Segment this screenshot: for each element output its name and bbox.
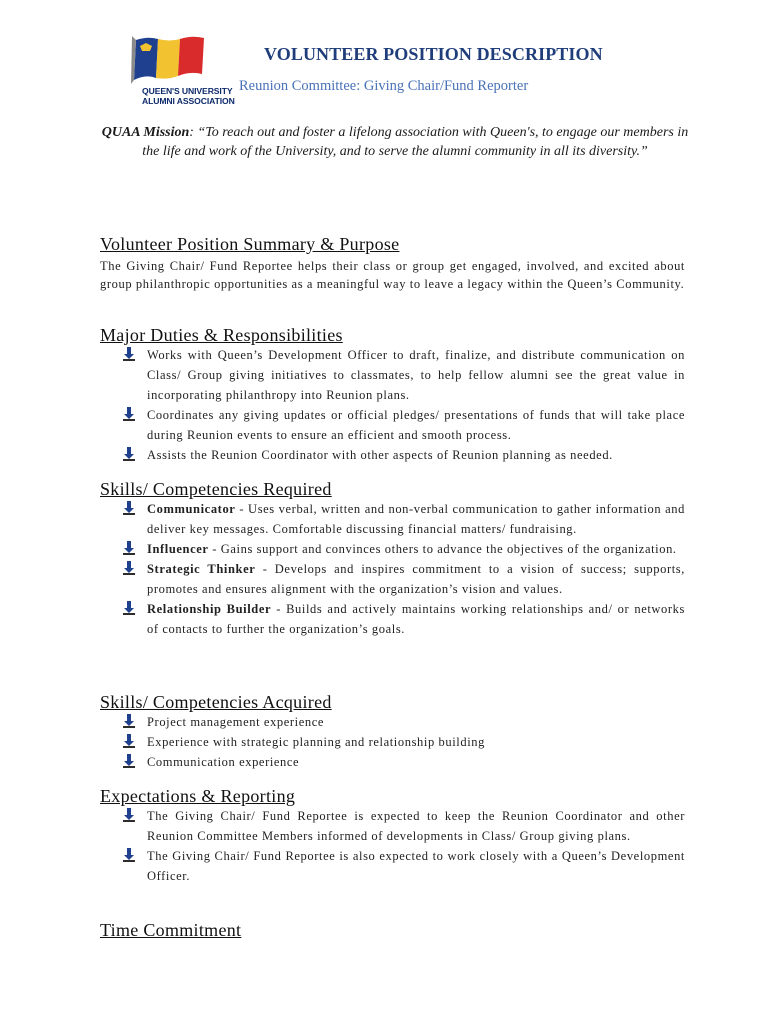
page-title: VOLUNTEER POSITION DESCRIPTION [264,44,603,64]
mission-statement [100,123,690,161]
skill-text: - Uses verbal, written and non-verbal communication to gather information and deliver key messages. Comfortable discussing financial matters/ fundraising. [147,502,685,536]
expectations-heading: Expectations & Reporting [100,786,296,806]
duties-heading: Major Duties & Responsibilities [100,325,343,345]
qua-logo [128,34,238,110]
list-item [100,445,685,465]
skill-term: Relationship Builder [147,602,272,616]
skills-acquired-heading: Skills/ Competencies Acquired [100,692,332,712]
acquired-text: Experience with strategic planning and relationship building [147,735,486,749]
arrow-bullet-icon [122,501,136,515]
time-heading: Time Commitment [100,920,242,940]
skill-term: Communicator [147,502,236,516]
duty-text: Works with Queen’s Development Officer to draft, finalize, and distribute communication on Class/ Group giving initiatives to classmates, to help fellow alumni see the great value in incorporating philanthropy into Reunion plans. [147,348,685,402]
expectation-text: The Giving Chair/ Fund Reportee is also expected to work closely with a Queen’s Development Officer. [147,849,685,883]
arrow-bullet-icon [122,407,136,421]
list-item [100,806,685,846]
list-item [100,405,685,445]
arrow-bullet-icon [122,447,136,461]
acquired-text: Project management experience [147,715,325,729]
duties-section [100,324,685,465]
skill-text: - Builds and actively maintains working relationships and/ or networks of contacts to further the organization’s goals. [147,602,685,636]
logo-text-line1: QUEEN'S UNIVERSITY [142,86,233,96]
summary-text: The Giving Chair/ Fund Reportee helps their class or group get engaged, involved, and excited about group philanthropic opportunities as a meaningful way to leave a legacy within the Queen’s Community. [100,259,685,291]
arrow-bullet-icon [122,848,136,862]
list-item [100,846,685,886]
page-subtitle: Reunion Committee: Giving Chair/Fund Reporter [239,78,529,94]
duty-text: Assists the Reunion Coordinator with other aspects of Reunion planning as needed. [147,448,613,462]
arrow-bullet-icon [122,561,136,575]
arrow-bullet-icon [122,734,136,748]
mission-label: QUAA Mission [101,125,190,140]
arrow-bullet-icon [122,754,136,768]
skill-term: Influencer [147,542,209,556]
list-item [100,752,685,772]
time-section [100,919,685,941]
mission-text: : “To reach out and foster a lifelong association with Queen's, to engage our members in the life and work of the University, and to serve the alumni community in all its diversity.” [142,125,689,159]
summary-section [100,233,685,293]
skills-acquired-section [100,691,685,772]
list-item [100,539,685,559]
arrow-bullet-icon [122,541,136,555]
list-item [100,599,685,639]
skills-required-heading: Skills/ Competencies Required [100,479,332,499]
arrow-bullet-icon [122,601,136,615]
list-item [100,712,685,732]
expectation-text: The Giving Chair/ Fund Reportee is expected to keep the Reunion Coordinator and other Reunion Committee Members informed of developments in Class/ Group giving plans. [147,809,685,843]
list-item [100,559,685,599]
skill-text: - Gains support and convinces others to advance the objectives of the organization. [208,542,677,556]
skill-text: - Develops and inspires commitment to a vision of success; supports, promotes and ensures alignment with the organization’s vision and values. [147,562,685,596]
expectations-section [100,785,685,886]
logo-text-line2: ALUMNI ASSOCIATION [142,96,235,106]
list-item [100,732,685,752]
list-item [100,499,685,539]
arrow-bullet-icon [122,347,136,361]
skill-term: Strategic Thinker [147,562,256,576]
acquired-text: Communication experience [147,755,300,769]
list-item [100,345,685,405]
arrow-bullet-icon [122,714,136,728]
duty-text: Coordinates any giving updates or official pledges/ presentations of funds that will take place during Reunion events to ensure an efficient and smooth process. [147,408,685,442]
arrow-bullet-icon [122,808,136,822]
skills-required-section [100,478,685,639]
flag-logo-icon [128,34,218,90]
summary-heading: Volunteer Position Summary & Purpose [100,234,400,254]
